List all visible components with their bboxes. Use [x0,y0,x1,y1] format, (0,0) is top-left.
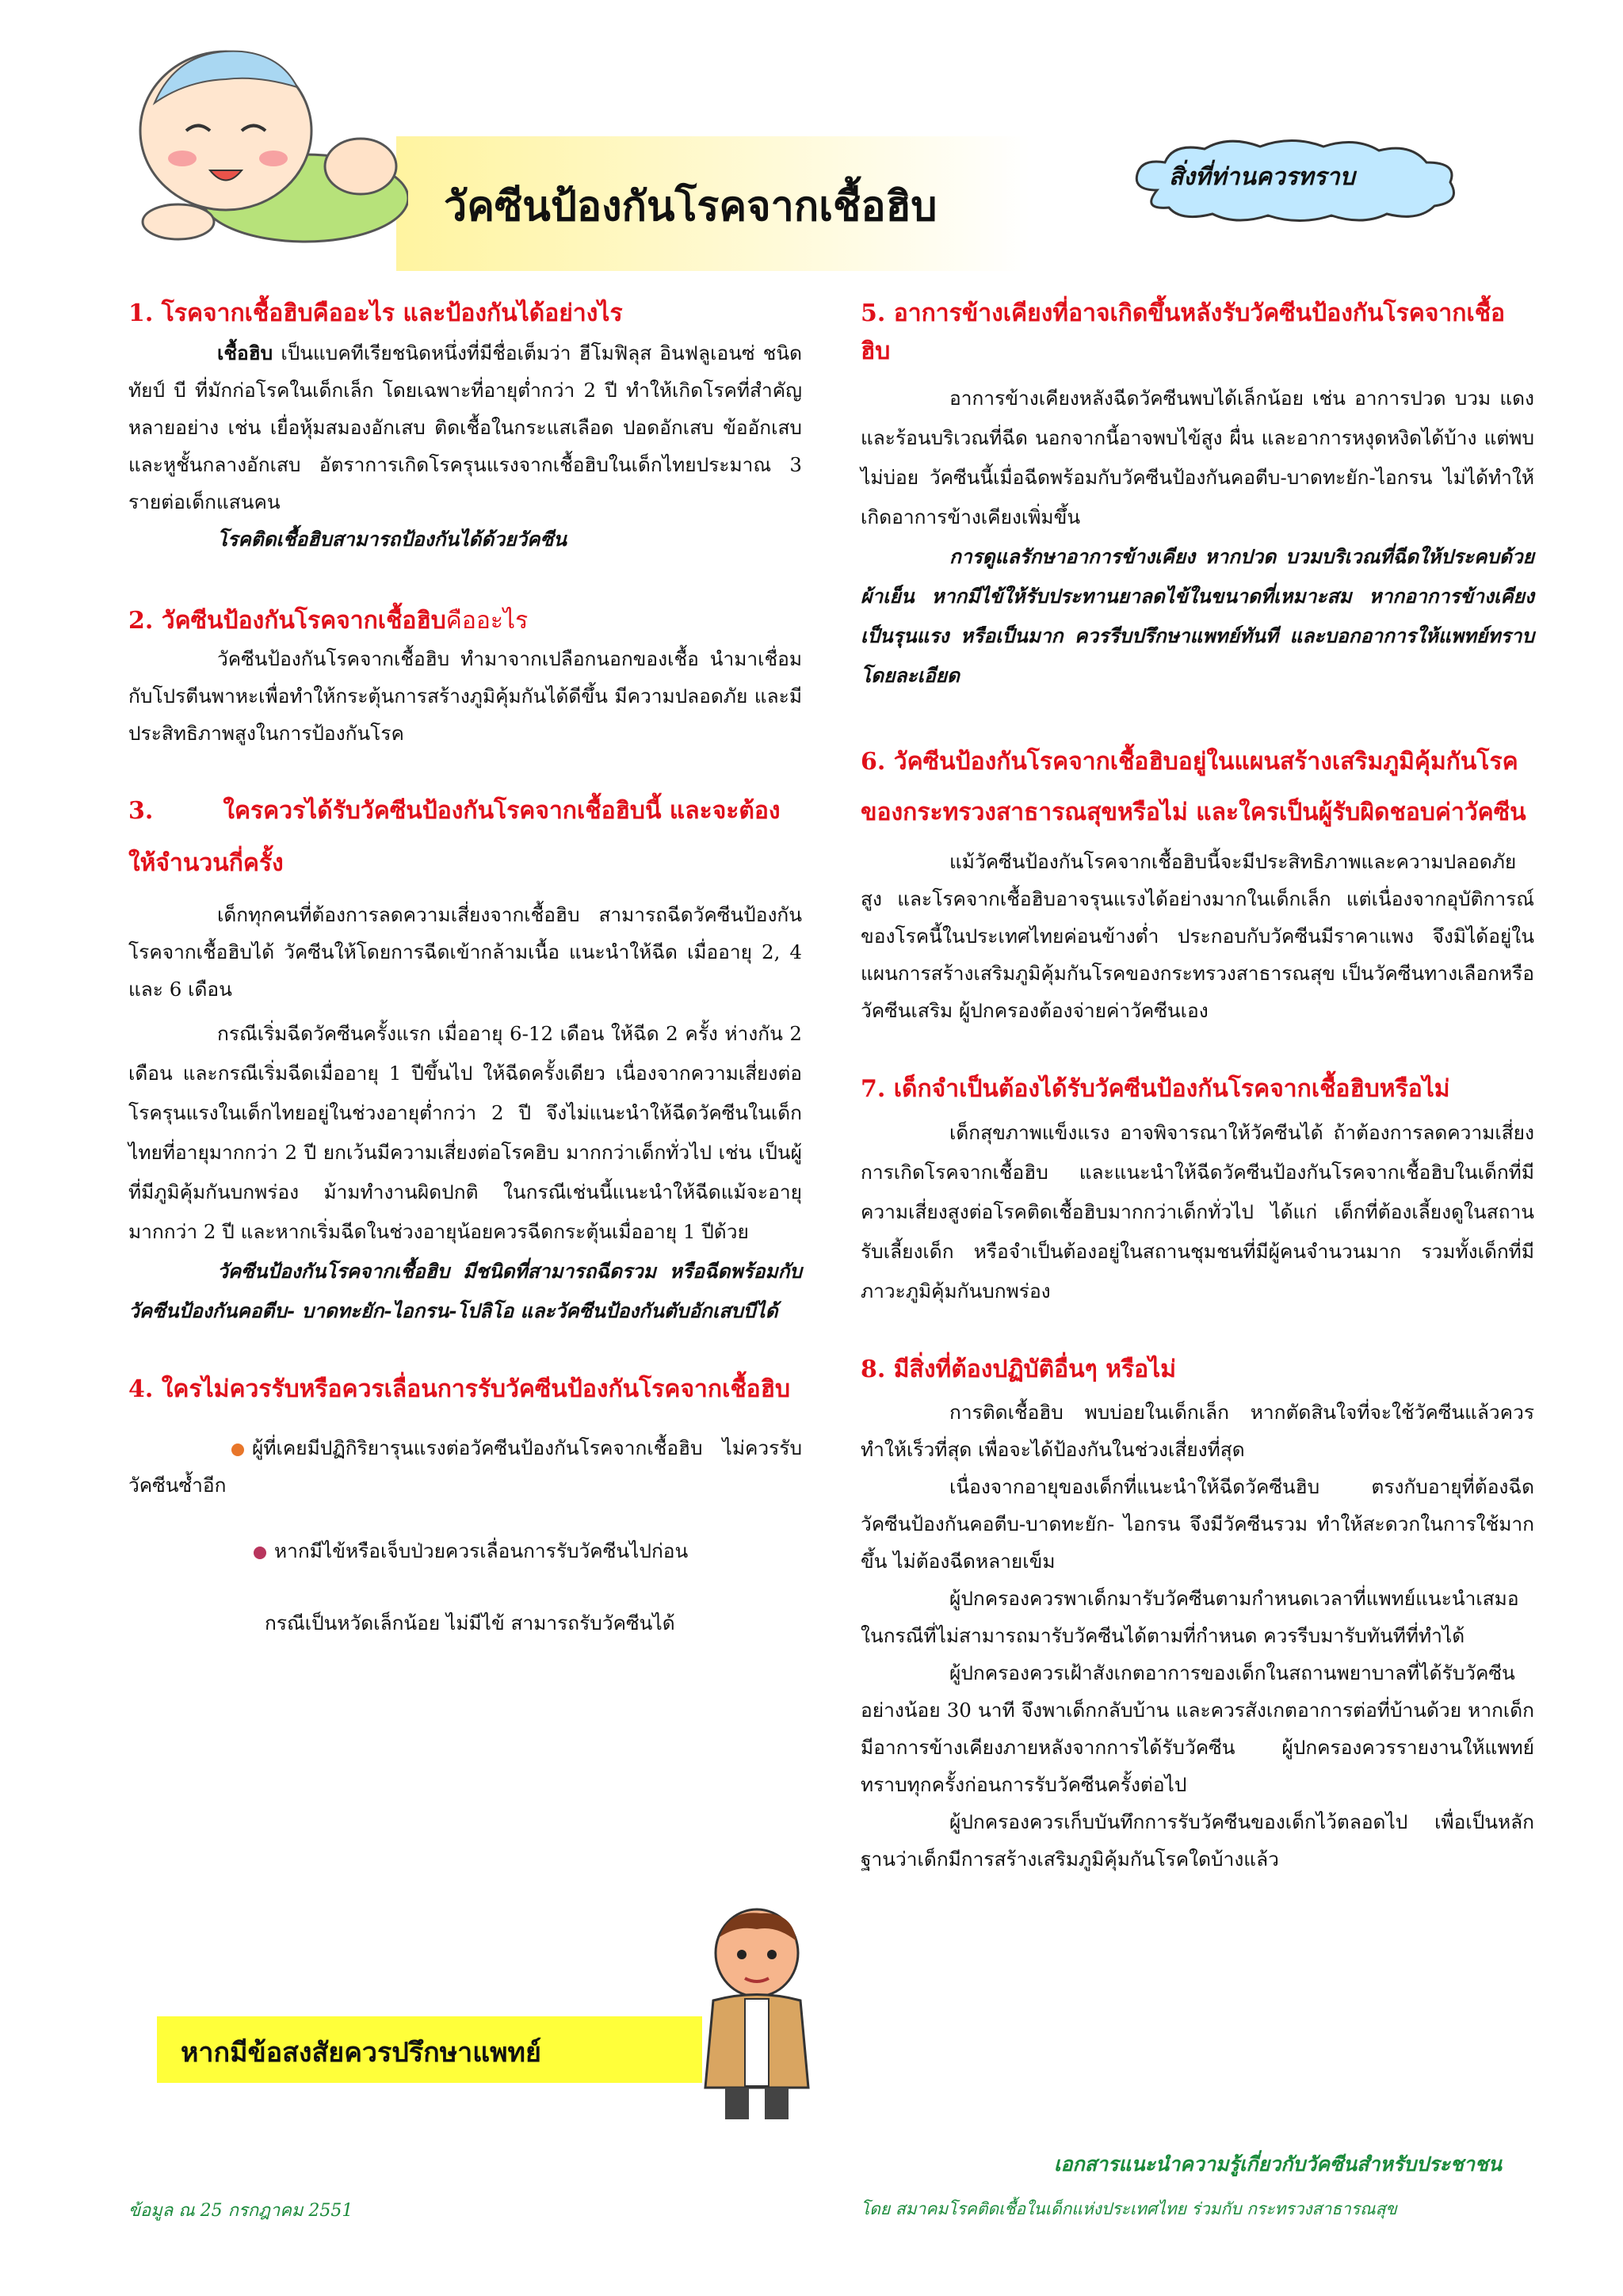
section-3-heading: 3. ใครควรได้รับวัคซีนป้องกันโรคจากเชื้อฮิบนี้ และจะต้องให้จำนวนกี่ครั้ง [128,797,781,877]
section-3-paragraph-3: วัคซีนป้องกันโรคจากเชื้อฮิบ มีชนิดที่สามารถฉีดรวม หรือฉีดพร้อมกับวัคซีนป้องกันคอตีบ- บาดทะยัก-ไอกรน-โปลิโอ และวัคซีนป้องกันตับอักเสบบีได้ [128,1260,802,1322]
bullet-icon [254,1547,266,1559]
left-column [128,295,802,1642]
section-1-text: เป็นแบคทีเรียชนิดหนึ่งที่มีชื่อเต็มว่า ฮีโมฟิลุส อินฟลูเอนซ่ ชนิดทัยป์ บี ที่มักก่อโรคในเด็กเล็ก โดยเฉพาะที่อายุต่ำกว่า 2 ปี ทำให้เกิดโรคที่สำคัญหลายอย่าง เช่น เยื่อหุ้มสมองอักเสบ ติดเชื้อในกระแสเลือด ปอดอักเสบ ข้ออักเสบ และหูชั้นกลางอักเสบ อัตราการเกิดโรครุนแรงจากเชื้อฮิบในเด็กไทยประมาณ 3 รายต่อเด็กแสนคน [128,341,802,513]
right-column [861,295,1534,1878]
section-2-paragraph: วัคซีนป้องกันโรคจากเชื้อฮิบ ทำมาจากเปลือกนอกของเชื้อ นำมาเชื่อมกับโปรตีนพาหะเพื่อทำให้กระตุ้นการสร้างภูมิคุ้มกันได้ดีขึ้น มีความปลอดภัย และมีประสิทธิภาพสูงในการป้องกันโรค [128,647,802,745]
section-6-heading: 6. วัคซีนป้องกันโรคจากเชื้อฮิบอยู่ในแผนสร้างเสริมภูมิคุ้มกันโรคของกระทรวงสาธารณสุขหรือไม่ และใครเป็นผู้รับผิดชอบค่าวัคซีน [861,748,1526,826]
callout-box [157,2016,702,2083]
section-1-paragraph [128,334,802,521]
section-1-heading: 1. โรคจากเชื้อฮิบคืออะไร และป้องกันได้อย่างไร [128,299,623,327]
bullet-icon [231,1444,244,1456]
footer-date: ข้อมูล ณ 25 กรกฎาคม 2551 [128,2201,353,2221]
footer-series: เอกสารแนะนำความรู้เกี่ยวกับวัคซีนสำหรับประชาชน [1054,2153,1502,2176]
section-7-paragraph: เด็กสุขภาพแข็งแรง อาจพิจารณาให้วัคซีนได้ ถ้าต้องการลดความเสี่ยงการเกิดโรคจากเชื้อฮิบ และแนะนำให้ฉีดวัคซีนป้องกันโรคจากเชื้อฮิบในเด็กที่มีความเสี่ยงสูงต่อโรคติดเชื้อฮิบมากกว่าเด็กทั่วไป ได้แก่ เด็กที่ต้องเลี้ยงดูในสถานรับเลี้ยงเด็ก หรือจำเป็นต้องอยู่ในสถานชุมชนที่มีผู้คนจำนวนมาก รวมทั้งเด็กที่มีภาวะภูมิคุ้มกันบกพร่อง [861,1121,1534,1302]
section-3-paragraph-1: เด็กทุกคนที่ต้องการลดความเสี่ยงจากเชื้อฮิบ สามารถฉีดวัคซีนป้องกันโรคจากเชื้อฮิบได้ วัคซีนให้โดยการฉีดเข้ากล้ามเนื้อ แนะนำให้ฉีด เมื่ออายุ 2, 4 และ 6 เดือน [128,903,802,1001]
section-8-paragraph-2: เนื่องจากอายุของเด็กที่แนะนำให้ฉีดวัคซีนฮิบ ตรงกับอายุที่ต้องฉีดวัคซีนป้องกันคอตีบ-บาดทะยัก- ไอกรน จึงมีวัคซีนรวม ทำให้สะดวกในการใช้มากขึ้น ไม่ต้องฉีดหลายเข็ม [861,1475,1534,1573]
doctor-illustration [689,1905,824,2123]
section-2-heading: 2. วัคซีนป้องกันโรคจากเชื้อฮิบคืออะไร [128,607,529,635]
section-1-emphasis: โรคติดเชื้อฮิบสามารถป้องกันได้ด้วยวัคซีน [217,528,567,551]
section-4-bullet-1: ผู้ที่เคยมีปฏิกิริยารุนแรงต่อวัคซีนป้องกันโรคจากเชื้อฮิบ ไม่ควรรับวัคซีนซ้ำอีก [128,1436,802,1497]
footer-by: โดย สมาคมโรคติดเชื้อในเด็กแห่งประเทศไทย ร่วมกับ กระทรวงสาธารณสุข [861,2199,1397,2218]
section-1-lead: เชื้อฮิบ [217,341,273,364]
section-4-note: กรณีเป็นหวัดเล็กน้อย ไม่มีไข้ สามารถรับวัคซีนได้ [265,1611,675,1634]
section-3-paragraph-2: กรณีเริ่มฉีดวัคซีนครั้งแรก เมื่ออายุ 6-12 เดือน ให้ฉีด 2 ครั้ง ห่างกัน 2 เดือน และกรณีเริ่มฉีดเมื่ออายุ 1 ปีขึ้นไป ให้ฉีดครั้งเดียว เนื่องจากความเสี่ยงต่อโรครุนแรงในเด็กไทยอยู่ในช่วงอายุต่ำกว่า 2 ปี จึงไม่แนะนำให้ฉีดวัคซีนในเด็กไทยที่อายุมากกว่า 2 ปี ยกเว้นมีความเสี่ยงต่อโรคฮิบ มากกว่าเด็กทั่วไป เช่น เป็นผู้ที่มีภูมิคุ้มกันบกพร่อง ม้ามทำงานผิดปกติ ในกรณีเช่นนี้แนะนำให้ฉีดแม้จะอายุมากกว่า 2 ปี และหากเริ่มฉีดในช่วงอายุน้อยควรฉีดกระตุ้นเมื่ออายุ 1 ปีด้วย [128,1022,802,1243]
section-4-bullet-2: หากมีไข้หรือเจ็บป่วยควรเลื่อนการรับวัคซีนไปก่อน [128,1532,802,1569]
callout-text: หากมีข้อสงสัยควรปรึกษาแพทย์ [181,2037,541,2069]
section-4-heading: 4. ใครไม่ควรรับหรือควรเลื่อนการรับวัคซีนป้องกันโรคจากเชื้อฮิบ [128,1375,791,1403]
section-6-paragraph: แม้วัคซีนป้องกันโรคจากเชื้อฮิบนี้จะมีประสิทธิภาพและความปลอดภัยสูง และโรคจากเชื้อฮิบอาจรุนแรงได้อย่างมากในเด็กเล็ก แต่เนื่องจากอุบัติการณ์ของโรคนี้ในประเทศไทยค่อนข้างต่ำ ประกอบกับวัคซีนมีราคาแพง จึงมิได้อยู่ในแผนการสร้างเสริมภูมิคุ้มกันโรคของกระทรวงสาธารณสุข เป็นวัคซีนทางเลือกหรือวัคซีนเสริม ผู้ปกครองต้องจ่ายค่าวัคซีนเอง [861,850,1534,1022]
section-8-paragraph-4: ผู้ปกครองควรเฝ้าสังเกตอาการของเด็กในสถานพยาบาลที่ได้รับวัคซีนอย่างน้อย 30 นาที จึงพาเด็กกลับบ้าน และควรสังเกตอาการต่อที่บ้านด้วย หากเด็กมีอาการข้างเคียงภายหลังจากการได้รับวัคซีน ผู้ปกครองควรรายงานให้แพทย์ทราบทุกครั้งก่อนการรับวัคซีนครั้งต่อไป [861,1661,1534,1796]
section-8-paragraph-3: ผู้ปกครองควรพาเด็กมารับวัคซีนตามกำหนดเวลาที่แพทย์แนะนำเสมอ ในกรณีที่ไม่สามารถมารับวัคซีนได้ตามที่กำหนด ควรรีบมารับทันทีที่ทำได้ [861,1587,1519,1647]
section-8-paragraph-5: ผู้ปกครองควรเก็บบันทึกการรับวัคซีนของเด็กไว้ตลอดไป เพื่อเป็นหลักฐานว่าเด็กมีการสร้างเสริมภูมิคุ้มกันโรคใดบ้างแล้ว [861,1810,1534,1871]
section-8-heading: 8. มีสิ่งที่ต้องปฏิบัติอื่นๆ หรือไม่ [861,1356,1176,1383]
section-7-heading: 7. เด็กจำเป็นต้องได้รับวัคซีนป้องกันโรคจากเชื้อฮิบหรือไม่ [861,1075,1450,1103]
section-8-paragraph-1: การติดเชื้อฮิบ พบบ่อยในเด็กเล็ก หากตัดสินใจที่จะใช้วัคซีนแล้วควรทำให้เร็วที่สุด เพื่อจะได้ป้องกันในช่วงเสี่ยงที่สุด [861,1401,1534,1461]
cloud-label: สิ่งที่ท่านควรทราบ [1169,163,1355,191]
section-5-paragraph-1: อาการข้างเคียงหลังฉีดวัคซีนพบได้เล็กน้อย เช่น อาการปวด บวม แดง และร้อนบริเวณที่ฉีด นอกจากนี้อาจพบไข้สูง ผื่น และอาการหงุดหงิดได้บ้าง แต่พบไม่บ่อย วัคซีนนี้เมื่อฉีดพร้อมกับวัคซีนป้องกันคอตีบ-บาดทะยัก-ไอกรน ไม่ได้ทำให้เกิดอาการข้างเคียงเพิ่มขึ้น [861,387,1534,528]
section-5-heading: 5. อาการข้างเคียงที่อาจเกิดขึ้นหลังรับวัคซีนป้องกันโรคจากเชื้อฮิบ [861,299,1506,365]
page-title: วัคซีนป้องกันโรคจากเชื้อฮิบ [444,183,938,231]
section-5-paragraph-2: การดูแลรักษาอาการข้างเคียง หากปวด บวมบริเวณที่ฉีดให้ประคบด้วยผ้าเย็น หากมีไข้ให้รับประทานยาลดไข้ในขนาดที่เหมาะสม หากอาการข้างเคียงเป็นรุนแรง หรือเป็นมาก ควรรีบปรึกษาแพทย์ทันที และบอกอาการให้แพทย์ทราบโดยละเอียด [861,545,1534,687]
baby-illustration [123,32,408,246]
